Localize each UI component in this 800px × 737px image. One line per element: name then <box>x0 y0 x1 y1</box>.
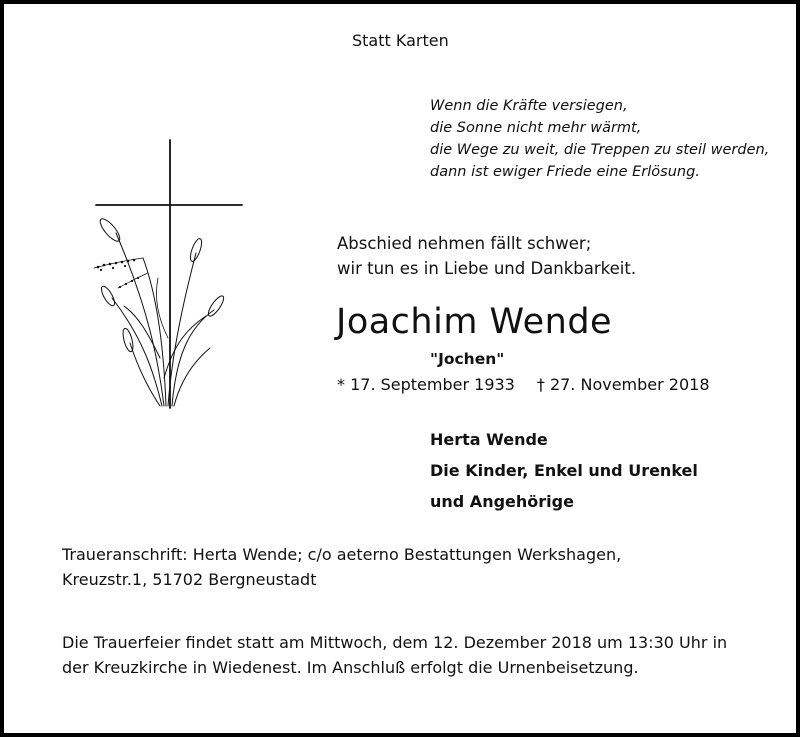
poem-line: die Sonne nicht mehr wärmt, <box>430 120 642 136</box>
poem-line: Wenn die Kräfte versiegen, <box>430 98 628 114</box>
motto-line: Abschied nehmen fällt schwer; <box>337 234 592 253</box>
address-line: Traueranschrift: Herta Wende; c/o aeterno Bestattungen Werkshagen, <box>62 545 622 564</box>
motto-line: wir tun es in Liebe und Dankbarkeit. <box>337 259 637 278</box>
address-line: Kreuzstr.1, 51702 Bergneustadt <box>62 570 317 589</box>
mourner-line: Die Kinder, Enkel und Urenkel <box>430 461 698 480</box>
ceremony-notice <box>62 630 727 680</box>
mourning-address <box>62 542 621 592</box>
birth-date: * 17. September 1933 <box>337 375 515 394</box>
mourner-line: Herta Wende <box>430 430 548 449</box>
poem-line: dann ist ewiger Friede eine Erlösung. <box>430 164 700 180</box>
cross-with-wheat-icon <box>88 138 248 413</box>
ceremony-line: der Kreuzkirche in Wiedenest. Im Anschluß erfolgt die Urnenbeisetzung. <box>62 658 639 677</box>
death-date: † 27. November 2018 <box>536 375 710 394</box>
poem-line: die Wege zu weit, die Treppen zu steil werden, <box>430 142 770 158</box>
poem <box>430 95 769 183</box>
mourners <box>430 424 698 517</box>
header-statt-karten: Statt Karten <box>352 31 449 50</box>
deceased-nickname: "Jochen" <box>430 350 505 368</box>
deceased-name: Joachim Wende <box>336 302 613 342</box>
ceremony-line: Die Trauerfeier findet statt am Mittwoch, dem 12. Dezember 2018 um 13:30 Uhr in <box>62 633 728 652</box>
motto <box>337 231 636 281</box>
mourner-line: und Angehörige <box>430 492 574 511</box>
life-dates <box>337 375 710 394</box>
